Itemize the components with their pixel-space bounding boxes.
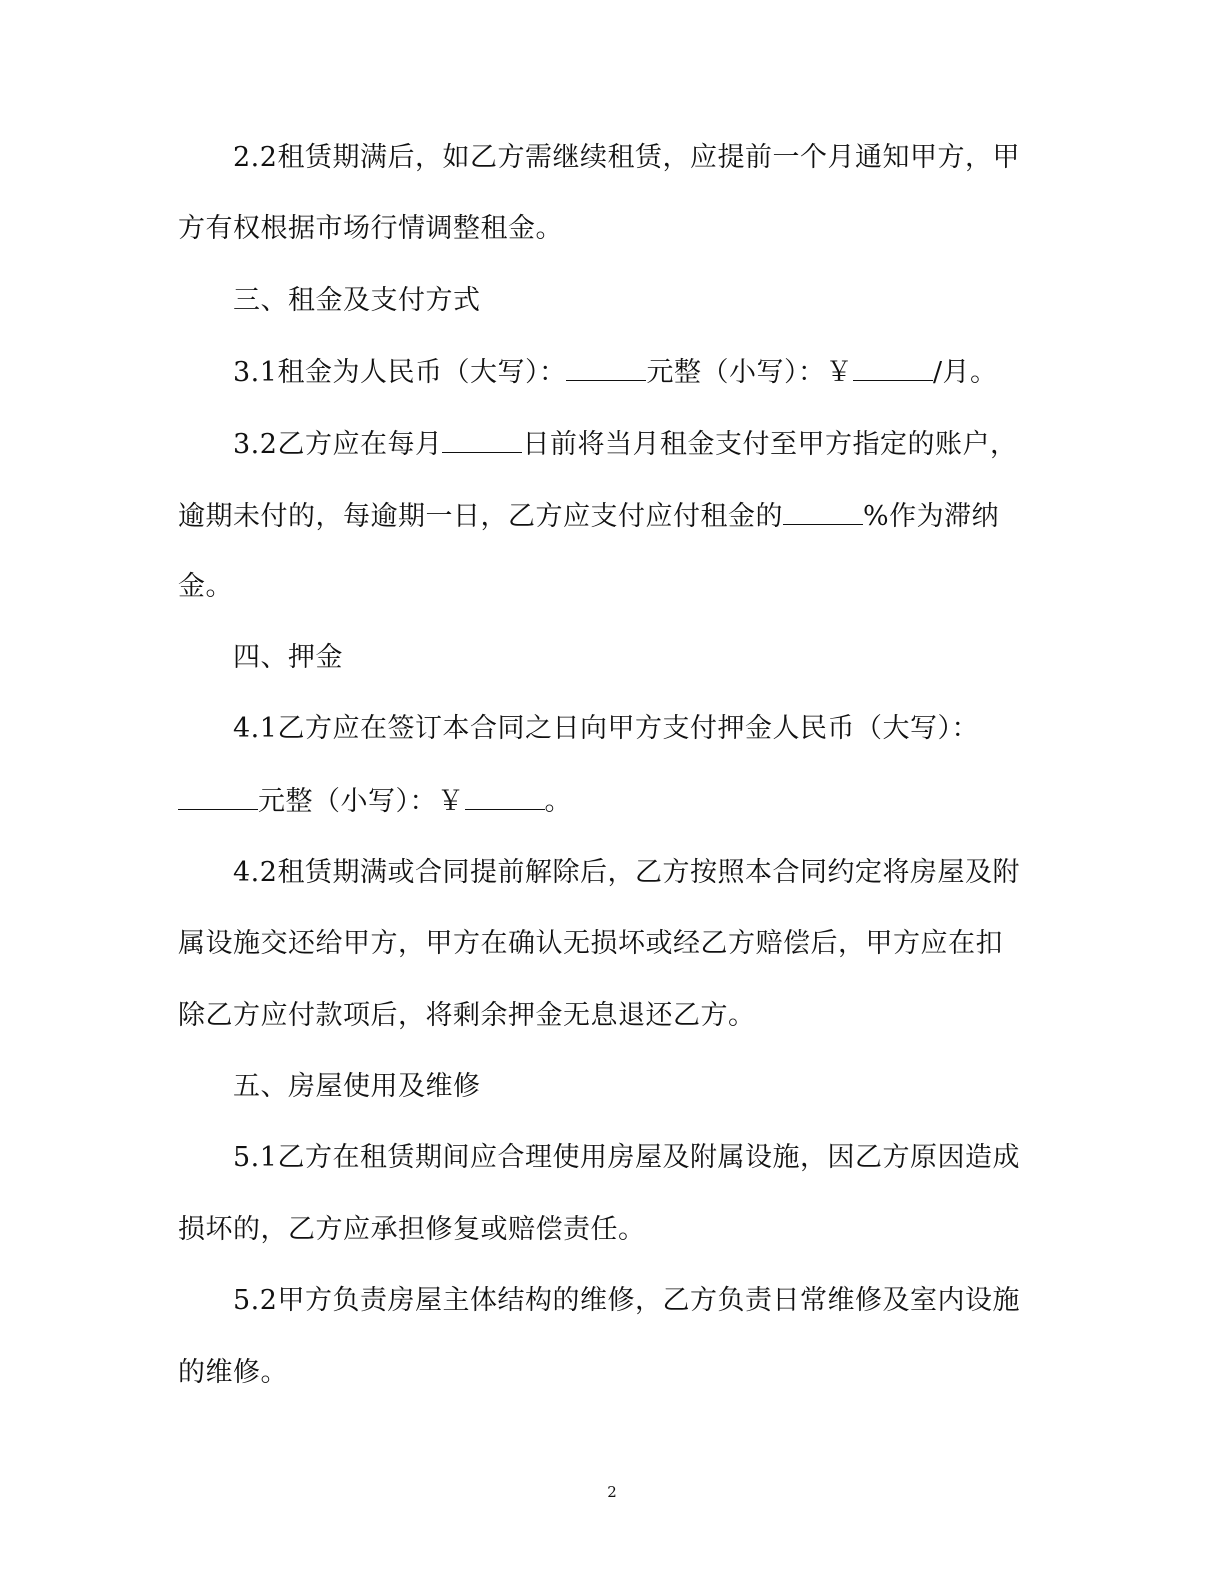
blank-late-fee-percent[interactable] xyxy=(783,498,863,525)
clause-4-2-line-2: 属设施交还给甲方，甲方在确认无损坏或经乙方赔偿后，甲方应在扣 xyxy=(178,928,1003,959)
clause-5-2-line-2: 的维修。 xyxy=(178,1357,288,1388)
clause-4-2-line-1: 4.2租赁期满或合同提前解除后，乙方按照本合同约定将房屋及附 xyxy=(233,857,1020,888)
blank-rent-amount[interactable] xyxy=(853,354,933,381)
clause-3-2-text-b: 日前将当月租金支付至甲方指定的账户， xyxy=(522,429,1018,460)
clause-3-2-text-d: %作为滞纳 xyxy=(863,501,1000,532)
blank-deposit-amount[interactable] xyxy=(465,783,545,810)
clause-3-1-text-b: 元整（小写）：￥ xyxy=(646,357,853,388)
clause-5-1-line-1: 5.1乙方在租赁期间应合理使用房屋及附属设施，因乙方原因造成 xyxy=(233,1142,1020,1173)
clause-4-2-line-3: 除乙方应付款项后，将剩余押金无息退还乙方。 xyxy=(178,1000,756,1031)
clause-5-1-line-2: 损坏的，乙方应承担修复或赔偿责任。 xyxy=(178,1214,646,1245)
clause-3-2-line-1 xyxy=(233,426,1017,462)
clause-2-2-line-1: 2.2租赁期满后，如乙方需继续租赁，应提前一个月通知甲方，甲 xyxy=(233,142,1020,173)
clause-3-2-text-a: 3.2乙方应在每月 xyxy=(233,429,443,460)
section-heading-3: 三、租金及支付方式 xyxy=(233,285,481,316)
page-number: 2 xyxy=(607,1483,617,1501)
blank-payment-day[interactable] xyxy=(442,426,522,453)
clause-3-2-text-c: 逾期未付的，每逾期一日，乙方应支付应付租金的 xyxy=(178,501,783,532)
section-heading-4: 四、押金 xyxy=(233,642,343,673)
section-heading-5: 五、房屋使用及维修 xyxy=(233,1071,481,1102)
clause-3-1 xyxy=(233,354,998,390)
blank-deposit-uppercase[interactable] xyxy=(178,783,258,810)
clause-4-1-text-c: 。 xyxy=(544,786,572,817)
clause-5-2-line-1: 5.2甲方负责房屋主体结构的维修，乙方负责日常维修及室内设施 xyxy=(233,1285,1020,1316)
clause-3-1-text-c: /月。 xyxy=(932,357,998,388)
clause-3-2-line-3: 金。 xyxy=(178,571,233,602)
clause-3-2-line-2 xyxy=(178,498,999,534)
clause-4-1-text-b: 元整（小写）：￥ xyxy=(258,786,465,817)
clause-4-1-line-2 xyxy=(178,783,572,819)
clause-2-2-line-2: 方有权根据市场行情调整租金。 xyxy=(178,213,563,244)
clause-4-1-line-1: 4.1乙方应在签订本合同之日向甲方支付押金人民币（大写）： xyxy=(233,713,979,744)
clause-3-1-text-a: 3.1租金为人民币（大写）： xyxy=(233,357,567,388)
blank-rent-uppercase[interactable] xyxy=(566,354,646,381)
